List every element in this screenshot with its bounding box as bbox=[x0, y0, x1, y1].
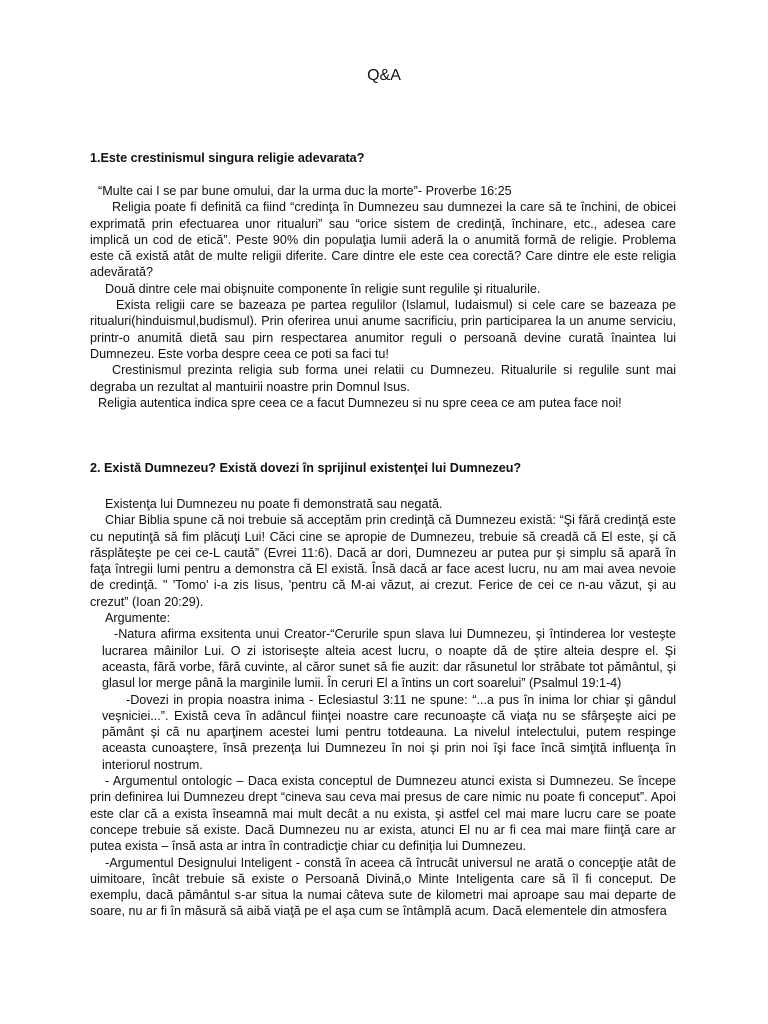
quote-paragraph: “Multe cai I se par bune omului, dar la urma duc la morte”- Proverbe 16:25 bbox=[98, 184, 512, 198]
page-title: Q&A bbox=[367, 67, 401, 84]
paragraph: Două dintre cele mai obişnuite componente în religie sunt regulile şi ritualurile. bbox=[105, 281, 541, 296]
question-2-heading: 2. Există Dumnezeu? Există dovezi în sprijinul existenţei lui Dumnezeu? bbox=[90, 461, 522, 475]
question-2-answer bbox=[90, 496, 676, 920]
argument-item: -Natura afirma exsitenta unui Creator-“Cerurile spun slava lui Dumnezeu, şi întinderea lor vesteşte lucrarea mâinilor Lui. O zi istoriseşte alteia acest lucru, o noapte dă de ştire alteia despre el. Şi aceasta, fără vorbe, fără cuvinte, al căror sunet să fie auzit: dar răsunetul lor străbate tot pământul, şi glasul lor merge până la marginile lumii. În ceruri El a întins un cort soarelui” (Psalmul 19:1-4) bbox=[102, 627, 676, 691]
paragraph: Argumente: bbox=[105, 611, 171, 626]
argument-item: -Argumentul Designului Inteligent - constă în aceea că întrucât universul ne arată o concepţie atât de uimitoare, încât trebuie să existe o Persoană Divină,o Minte Inteligenta care să îl fi conceput. De exemplu, dacă pământul s-ar situa la numai câteva sute de kilometri mai aproape sau mai departe de soare, nu ar fi în măsură să aibă viaţă pe el aşa cum se întâmplă acum. Dacă elementele din atmosfera bbox=[90, 855, 676, 919]
paragraph: Religia autentica indica spre ceea ce a facut Dumnezeu si nu spre ceea ce am putea face noi! bbox=[98, 395, 622, 410]
paragraph: Existenţa lui Dumnezeu nu poate fi demonstrată sau negată. bbox=[105, 497, 443, 511]
question-1-answer bbox=[90, 183, 676, 411]
argument-item: -Dovezi in propia noastra inima - Eclesiastul 3:11 ne spune: “...a pus în inima lor chiar şi gândul veşniciei...”. Există ceva în adâncul fiinţei noastre care recunoaşte că viaţa nu se sfârşeşte aici pe pământ şi că nu aparţinem acestei lumi pentru totdeauna. La nivelul intelectului, putem respinge aceasta cunoaştere, însă prezenţa lui Dumnezeu în noi şi prin noi îşi face încă simţită influenţa în interiorul nostrum. bbox=[102, 692, 676, 772]
argument-item: - Argumentul ontologic – Daca exista conceptul de Dumnezeu atunci exista si Dumnezeu. Se începe prin definirea lui Dumnezeu drept “cineva sau ceva mai presus de care nimic nu poate fi conceput”. Apoi este clar că a exista înseamnă mai mult decât a nu exista, şi astfel cel mai mare lucru care se poate concepe trebuie să existe. Dacă Dumnezeu nu ar exista, atunci El nu ar fi cea mai mare fiinţă care ar putea exista – însă asta ar intra în contradicţie chiar cu definiţia lui Dumnezeu. bbox=[90, 774, 676, 854]
question-1-heading: 1.Este crestinismul singura religie adevarata? bbox=[90, 151, 365, 165]
paragraph: Crestinismul prezinta religia sub forma unei relatii cu Dumnezeu. Ritualurile si regulile sunt mai degraba un rezultat al mantuirii noastre prin Domnul Isus. bbox=[90, 363, 676, 394]
paragraph: Exista religii care se bazeaza pe partea regulilor (Islamul, Iudaismul) si cele care se bazeaza pe ritualuri(hinduismul,budismul). Prin oferirea unui anume sacrificiu, prin participarea la un anume serviciu, printr-o anumită dietă sau pirn respectarea anumitor reguli o persoană devine curată înaintea lui Dumnezeu. Este vorba despre ceea ce poti sa faci tu! bbox=[90, 298, 676, 361]
paragraph: Chiar Biblia spune că noi trebuie să acceptăm prin credinţă că Dumnezeu există: “Şi fără credinţă este cu neputinţă să fim plăcuţi Lui! Căci cine se apropie de Dumnezeu, trebuie să creadă că El este, şi că răsplăteşte pe cei ce-L caută” (Evrei 11:6). Dacă ar dori, Dumnezeu ar putea pur şi simplu să apară în faţa întregii lumi pentru a demonstra că El există. Însă dacă ar face acest lucru, nu am mai avea nevoie de credinţă. " 'Tomo' i-a zis Iisus, 'pentru că M-ai văzut, ai crezut. Ferice de cei ce n-au văzut, şi au crezut” (Ioan 20:29). bbox=[90, 513, 676, 609]
paragraph: Religia poate fi definită ca fiind “credinţa în Dumnezeu sau dumnezei la care să te închini, de obicei exprimată prin efectuarea unor ritualuri” sau “orice sistem de credinţă, închinare, etc., adesea care implică un cod de etică”. Peste 90% din populaţia lumii aderă la o anumită formă de religie. Problema este că există atât de multe religii diferite. Care dintre ele este cea corectă? Care dintre ele este religia adevărată? bbox=[90, 200, 676, 280]
